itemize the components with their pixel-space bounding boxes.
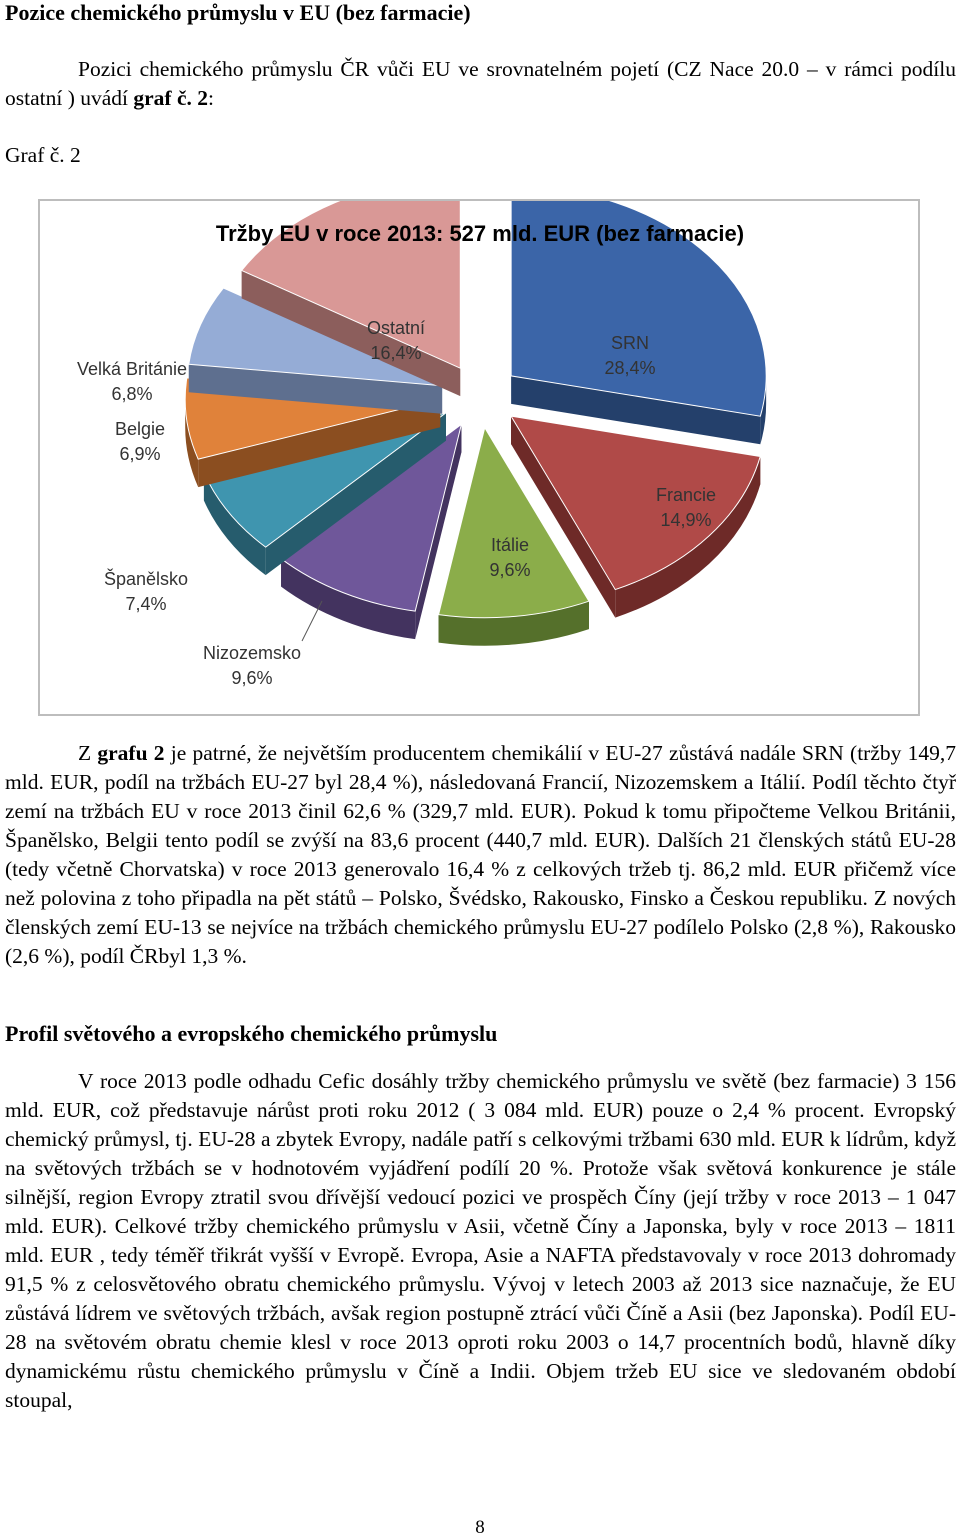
- section-heading: Pozice chemického průmyslu v EU (bez farmacie): [5, 0, 471, 25]
- pie-chart-svg: [40, 201, 918, 714]
- slice-label-francie: Francie: [655, 485, 717, 505]
- page-number: 8: [475, 1517, 485, 1538]
- slice-value-italie: 9,6%: [489, 560, 531, 580]
- para1-text: je patrné, že největším producentem chemikálií v EU-27 zůstává nadále SRN (tržby 149,7 mld. EUR, podíl na tržbách EU-27 byl 28,4 %), následovaná Francií, Nizozemskem a Itálií. Podíl těchto čtyř zemí na tržbách EU v roce 2013 činil 62,6 % (329,7 mld. EUR). Pokud k tomu připočteme Velkou Británii, Španělsko, Belgii tento podíl se zvýší na 83,6 procent (440,7 mld. EUR). Dalších 21 členských států EU-28 (tedy včetně Chorvatska) v roce 2013 generovalo 16,4 % z celkových tržeb tj. 86,2 mld. EUR přičemž více než polovina z toho připadla na pět států – Polsko, Švédsko, Rakousko, Finsko a Českou republiku. Z nových členských zemí EU-13 se nejvíce na tržbách chemického průmyslu EU-27 podílelo Polsko (2,8 %), Rakousko (2,6 %), podíl ČRbyl 1,3 %.: [5, 741, 956, 968]
- slice-value-ostatni: 16,4%: [370, 343, 422, 363]
- graph-label: Graf č. 2: [5, 143, 81, 167]
- slice-value-francie: 14,9%: [660, 510, 712, 530]
- para1-start: Z: [78, 741, 98, 765]
- body-paragraph-2: [5, 1067, 956, 1415]
- intro-bold: graf č. 2: [133, 86, 209, 110]
- pie-chart: [38, 199, 920, 716]
- para2-text: V roce 2013 podle odhadu Cefic dosáhly tržby chemického průmyslu ve světě (bez farmacie) 3 156 mld. EUR, což představuje nárůst proti roku 2012 ( 3 084 mld. EUR) pouze o 2,4 % procent. Evropský chemický průmysl, tj. EU-28 a zbytek Evropy, nadále patří s celkovými tržbami 630 mld. EUR k lídrům, když na světových tržbách se v hodnotovém vyjádření podílí 20 %. Protože však světová konkurence je stále silnější, region Evropy ztratil svou dřívější vedoucí pozici ve prospěch Číny (její tržby v roce 2013 – 1 047 mld. EUR). Celkové tržby chemického průmyslu v Asii, včetně Číny a Japonska, byly v roce 2013 – 1811 mld. EUR , tedy téměř třikrát vyšší v Evropě. Evropa, Asie a NAFTA představovaly v roce 2013 dohromady 91,5 % z celosvětového obratu chemického průmyslu. Vývoj v letech 2003 až 2013 sice naznačuje, že EU zůstává lídrem ve světových tržbách, avšak region postupně ztrácí vůči Číně a Asii (bez Japonska). Podíl EU-28 na světovém obratu chemie klesl v roce 2013 oproti roku 2003 o 14,7 procentních bodů, hlavně díky dynamickému růstu chemického průmyslu v Číně a Indii. Objem tržeb EU sice ve sledovaném období stoupal,: [5, 1069, 956, 1412]
- leader-line: [302, 601, 322, 641]
- intro-paragraph: [5, 55, 956, 113]
- intro-text-end: :: [208, 86, 214, 110]
- slice-value-belgie: 6,9%: [119, 444, 161, 464]
- slice-label-ostatni: Ostatní: [366, 318, 426, 338]
- para1-bold: grafu 2: [97, 741, 165, 765]
- slice-value-nizozemsko: 9,6%: [231, 668, 273, 688]
- slice-value-srn: 28,4%: [604, 358, 656, 378]
- slice-value-spanelsko: 7,4%: [125, 594, 167, 614]
- body-paragraph-1: [5, 739, 956, 971]
- slice-label-belgie: Belgie: [114, 419, 166, 439]
- slice-label-nizozemsko: Nizozemsko: [202, 643, 302, 663]
- slice-label-velka-britanie: Velká Británie: [76, 359, 188, 379]
- intro-text: Pozici chemického průmyslu ČR vůči EU ve srovnatelném pojetí (CZ Nace 20.0 – v rámci podílu ostatní ) uvádí: [5, 57, 956, 110]
- slice-value-velka-britanie: 6,8%: [111, 384, 153, 404]
- slice-label-italie: Itálie: [490, 535, 530, 555]
- slice-label-spanelsko: Španělsko: [103, 569, 189, 589]
- slice-label-srn: SRN: [610, 333, 650, 353]
- section-heading-2: Profil světového a evropského chemického průmyslu: [5, 1021, 498, 1046]
- chart-title: Tržby EU v roce 2013: 527 mld. EUR (bez farmacie): [215, 221, 745, 246]
